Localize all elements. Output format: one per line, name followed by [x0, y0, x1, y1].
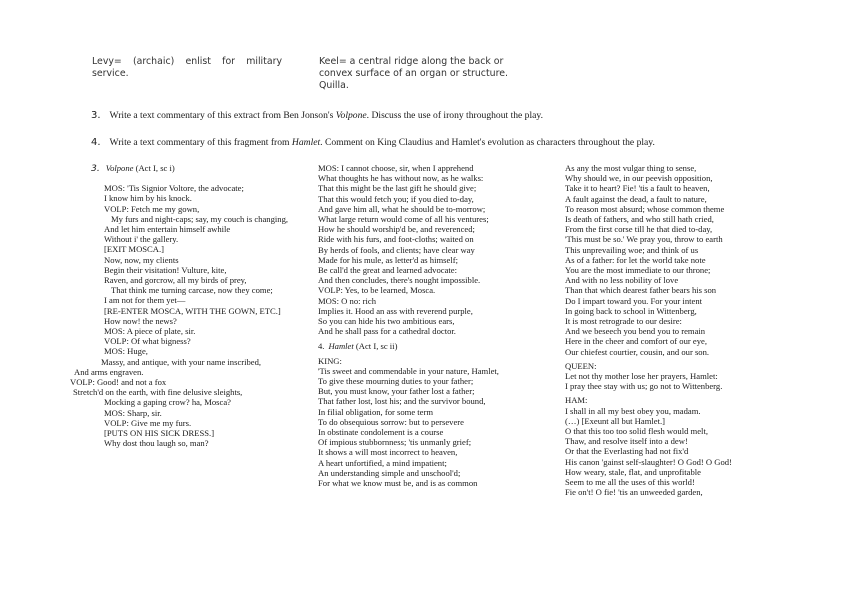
text-line: Without i' the gallery.	[104, 234, 179, 245]
text-line: Is death of fathers, and who still hath cried,	[565, 214, 714, 225]
text-line: His canon 'gainst self-slaughter! O God! O God!	[565, 456, 732, 467]
text-line: This unprevailing woe; and think of us	[565, 244, 699, 255]
text-line: As of a father: for let the world take note	[565, 254, 706, 265]
text-line: To give these mourning duties to your father;	[318, 376, 474, 387]
text-line: Here in the cheer and comfort of our eye,	[565, 336, 707, 347]
text-line: Than that which dearest father bears his son	[565, 285, 717, 296]
text-line: Be call'd the great and learned advocate:	[318, 265, 457, 276]
text-line: Massy, and antique, with your name inscribed,	[101, 356, 262, 367]
text-line: VOLP: Of what bigness?	[104, 336, 191, 347]
text-line: [RE-ENTER MOSCA, WITH THE GOWN, ETC.]	[104, 305, 281, 316]
text-line: And we beseech you bend you to remain	[565, 326, 706, 337]
text-line: VOLP: Yes, to be learned, Mosca.	[318, 285, 436, 296]
text-line: A fault against the dead, a fault to nature,	[565, 193, 707, 204]
text-line: It shows a will most incorrect to heaven,	[318, 447, 458, 458]
text-line: Mocking a gaping crow? ha, Mosca?	[104, 397, 231, 408]
text-line: For what we know must be, and is as common	[318, 478, 478, 489]
text-line: Now, now, my clients	[104, 254, 179, 265]
text-line: Why should we, in our peevish opposition,	[565, 173, 713, 184]
text-line: HAM:	[565, 395, 588, 406]
text-line: That father lost, lost his; and the survivor bound,	[318, 396, 486, 407]
text-line: In going back to school in Wittenberg,	[565, 305, 697, 316]
glossary-levy: Levy= (archaic) enlist for military service.	[92, 56, 282, 79]
text-line: That think me turning carcase, now they come;	[111, 285, 273, 296]
text-line: Made for his mule, as letter'd as himself;	[318, 254, 458, 265]
text-line: Why dost thou laugh so, man?	[104, 438, 209, 449]
column-3	[565, 163, 775, 498]
question-number: 4.	[91, 137, 101, 148]
text-line: Implies it. Hood an ass with reverend purple,	[318, 305, 473, 316]
text-line: What thoughts he has without now, as he walks:	[318, 173, 484, 184]
glossary-keel: Keel= a central ridge along the back or convex surface of an organ or structure. Quilla.	[319, 56, 508, 91]
text-line: KING:	[318, 355, 342, 366]
text-line: What large return would come of all his ventures;	[318, 214, 489, 225]
text-line: Take it to heart? Fie! 'tis a fault to heaven,	[565, 183, 710, 194]
text-line: An understanding simple and unschool'd;	[318, 467, 461, 478]
text-line: So you can hide his two ambitious ears,	[318, 316, 455, 327]
text-line: You are the most immediate to our throne;	[565, 265, 711, 276]
text-line: VOLP: Fetch me my gown,	[104, 203, 200, 214]
text-line: It is most retrograde to our desire:	[565, 316, 682, 327]
text-line: By herds of fools, and clients; have clear way	[318, 244, 475, 255]
text-line: MOS: A piece of plate, sir.	[104, 326, 196, 337]
text-line: My furs and night-caps; say, my couch is changing,	[111, 213, 289, 224]
text-line: Of impious stubbornness; 'tis unmanly grief;	[318, 437, 472, 448]
text-line: To reason most absurd; whose common theme	[565, 203, 725, 214]
text-line: And let him entertain himself awhile	[104, 224, 231, 235]
text-line: Do I impart toward you. For your intent	[565, 295, 703, 306]
text-line: Fie on't! O fie! 'tis an unweeded garden,	[565, 487, 703, 498]
text-line: How weary, stale, flat, and unprofitable	[565, 466, 701, 477]
text-line: VOLP: Give me my furs.	[104, 417, 192, 428]
text-line: MOS: O no: rich	[318, 295, 377, 306]
text-line: A heart unfortified, a mind impatient;	[318, 457, 447, 468]
text-line: That this might be the last gift he should give;	[318, 183, 477, 194]
text-line: O that this too too solid flesh would melt,	[565, 426, 708, 437]
text-line: To do obsequious sorrow: but to persevere	[318, 416, 464, 427]
text-line: That this would fetch you; if you died to-day,	[318, 193, 474, 204]
text-line: In filial obligation, for some term	[318, 406, 434, 417]
text-line: I pray thee stay with us; go not to Wittenberg.	[565, 381, 723, 392]
text-line: Raven, and gorcrow, all my birds of prey,	[104, 275, 247, 286]
text-line: But, you must know, your father lost a father;	[318, 386, 475, 397]
text-line: [PUTS ON HIS SICK DRESS.]	[104, 428, 215, 439]
text-line: Or that the Everlasting had not fix'd	[565, 446, 689, 457]
text-line: [EXIT MOSCA.]	[104, 244, 164, 255]
column-2	[318, 163, 518, 488]
text-line: And he shall pass for a cathedral doctor.	[318, 326, 456, 337]
text-line: (…) [Exeunt all but Hamlet.]	[565, 415, 665, 426]
text-line: And arms engraven.	[74, 366, 144, 377]
text-line: From the first corse till he that died to-day,	[565, 224, 713, 235]
text-line: I shall in all my best obey you, madam.	[565, 405, 701, 416]
text-line: I know him by his knock.	[104, 193, 192, 204]
text-line: Let not thy mother lose her prayers, Hamlet:	[565, 371, 718, 382]
question-number: 3.	[91, 110, 101, 121]
text-line: In obstinate condolement is a course	[318, 427, 444, 438]
text-line: And gave him all, what he should be to-morrow;	[318, 203, 486, 214]
question-4: 4. Write a text commentary of this fragment from Hamlet. Comment on King Claudius and Hamlet's evolution as characters throughout the play.	[91, 137, 655, 148]
text-line: And then concludes, there's nought impossible.	[318, 275, 481, 286]
text-line: Begin their visitation! Vulture, kite,	[104, 264, 227, 275]
text-line: MOS: I cannot choose, sir, when I apprehend	[318, 163, 474, 173]
text-line: As any the most vulgar thing to sense,	[565, 163, 697, 173]
text-line: Stretch'd on the earth, with fine delusive sleights,	[73, 387, 243, 398]
extract-4-heading: 4. Hamlet (Act I, sc ii)	[318, 341, 398, 352]
text-line: QUEEN:	[565, 360, 597, 371]
column-1	[70, 163, 289, 449]
extract-3-heading: 3. Volpone (Act I, sc i)	[91, 163, 175, 174]
text-line: Seem to me all the uses of this world!	[565, 477, 695, 488]
text-line: I am not for them yet—	[104, 295, 186, 306]
text-line: And with no less nobility of love	[565, 275, 679, 286]
text-line: VOLP: Good! and not a fox	[70, 377, 167, 388]
text-line: 'This must be so.' We pray you, throw to earth	[565, 234, 723, 245]
text-line: MOS: Sharp, sir.	[104, 407, 162, 418]
text-line: MOS: 'Tis Signior Voltore, the advocate;	[104, 183, 244, 194]
text-line: MOS: Huge,	[104, 346, 148, 357]
text-line: Our chiefest courtier, cousin, and our son.	[565, 346, 710, 357]
text-line: Thaw, and resolve itself into a dew!	[565, 436, 688, 447]
text-line: Ride with his furs, and foot-cloths; waited on	[318, 234, 474, 245]
text-line: How he should worship'd be, and reverenced;	[318, 224, 475, 235]
text-line: How now! the news?	[104, 315, 177, 326]
question-3: 3. Write a text commentary of this extract from Ben Jonson's Volpone. Discuss the use of irony throughout the play.	[91, 110, 543, 121]
text-line: 'Tis sweet and commendable in your nature, Hamlet,	[318, 365, 499, 376]
